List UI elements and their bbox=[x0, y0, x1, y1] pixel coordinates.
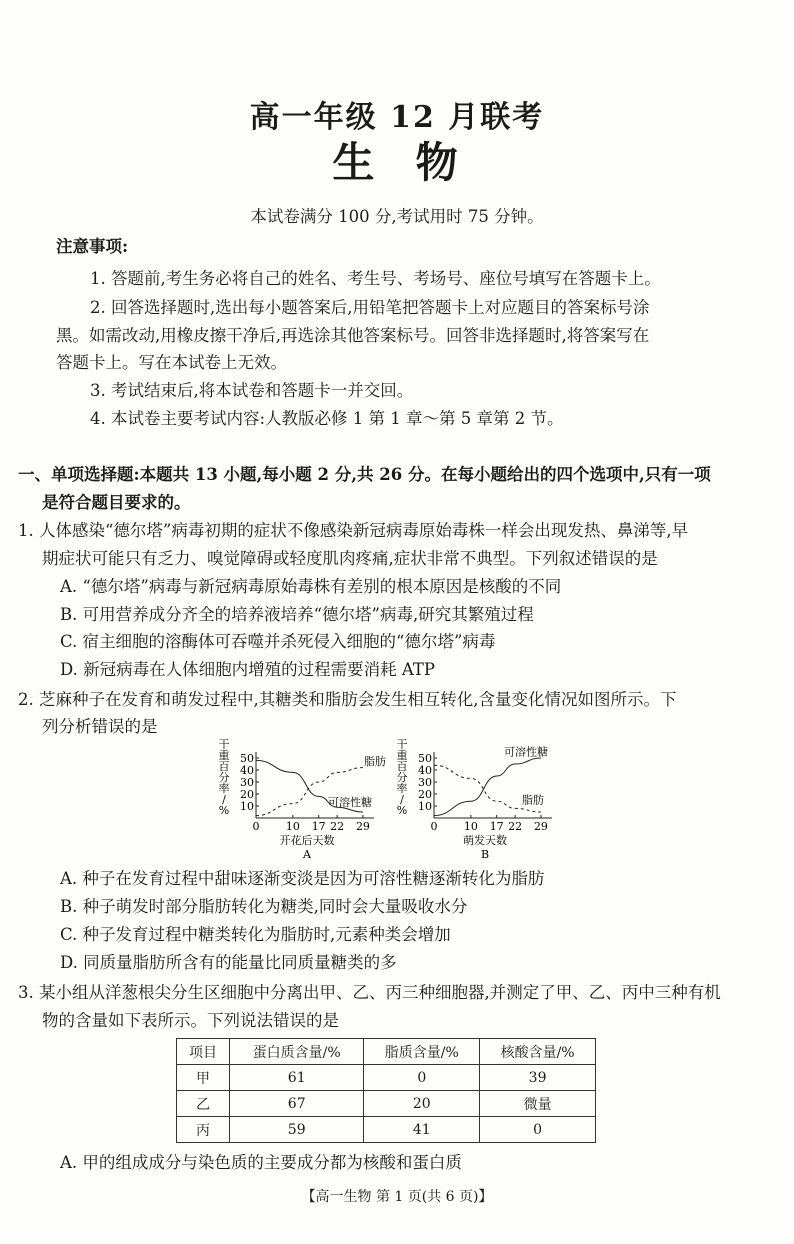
table-cell: 61 bbox=[230, 1065, 364, 1091]
table-row bbox=[177, 1065, 596, 1091]
table-cell: 微量 bbox=[480, 1091, 596, 1117]
page-footer: 【高一生物 第 1 页(共 6 页)】 bbox=[301, 1189, 493, 1205]
table-header-row bbox=[177, 1039, 596, 1065]
q3-stem-cont: 物的含量如下表所示。下列说法错误的是 bbox=[42, 1011, 339, 1030]
y-tick-label: 10 bbox=[240, 800, 254, 813]
q1-option-d: D. 新冠病毒在人体细胞内增殖的过程需要消耗 ATP bbox=[60, 660, 435, 679]
exam-info: 本试卷满分 100 分,考试用时 75 分钟。 bbox=[250, 207, 544, 226]
q2-figure bbox=[210, 738, 570, 860]
section-heading: 一、单项选择题:本题共 13 小题,每小题 2 分,共 26 分。在每小题给出的四个选项中,只有一项 bbox=[18, 465, 711, 484]
q1-option-a: A. “德尔塔”病毒与新冠病毒原始毒株有差别的根本原因是核酸的不同 bbox=[60, 577, 562, 596]
chart-label: A bbox=[303, 848, 311, 860]
x-axis-label: 萌发天数 bbox=[463, 834, 507, 847]
exam-title: 高一年级 12 月联考 bbox=[249, 100, 545, 135]
notes-heading: 注意事项: bbox=[56, 237, 129, 256]
table-cell: 39 bbox=[480, 1065, 596, 1091]
note-line: 2. 回答选择题时,选出每小题答案后,用铅笔把答题卡上对应题目的答案标号涂 bbox=[90, 298, 650, 317]
x-tick-label: 29 bbox=[533, 820, 548, 833]
table-row bbox=[177, 1091, 596, 1117]
note-line: 1. 答题前,考生务必将自己的姓名、考生号、考场号、座位号填写在答题卡上。 bbox=[90, 269, 661, 288]
table-cell: 59 bbox=[230, 1117, 364, 1143]
x-tick-label: 29 bbox=[355, 820, 370, 833]
y-axis-label-char: % bbox=[396, 804, 408, 817]
y-tick-label: 20 bbox=[418, 788, 432, 801]
x-tick-label: 10 bbox=[463, 820, 478, 833]
q2-stem-cont: 列分析错误的是 bbox=[42, 717, 158, 736]
q1-option-c: C. 宿主细胞的溶酶体可吞噬并杀死侵入细胞的“德尔塔”病毒 bbox=[60, 632, 496, 651]
x-tick-label: 22 bbox=[330, 820, 345, 833]
series-label: 脂肪 bbox=[364, 755, 386, 769]
chart-a bbox=[219, 738, 387, 860]
q2-option-a: A. 种子在发育过程中甜味逐渐变淡是因为可溶性糖逐渐转化为脂肪 bbox=[60, 869, 545, 888]
table-cell: 0 bbox=[364, 1065, 480, 1091]
series-label: 可溶性糖 bbox=[328, 796, 372, 809]
y-axis-label-char: 百 bbox=[218, 760, 230, 773]
y-tick-label: 50 bbox=[418, 752, 432, 765]
section-heading-cont: 是符合题目要求的。 bbox=[42, 493, 191, 512]
q1-stem-cont: 期症状可能只有乏力、嗅觉障碍或轻度肌肉疼痛,症状非常不典型。下列叙述错误的是 bbox=[42, 549, 658, 568]
q3-table bbox=[176, 1038, 596, 1143]
note-line: 黑。如需改动,用橡皮擦干净后,再选涂其他答案标号。回答非选择题时,将答案写在 bbox=[56, 326, 650, 345]
table-cell: 乙 bbox=[177, 1091, 230, 1117]
q2-option-d: D. 同质量脂肪所含有的能量比同质量糖类的多 bbox=[60, 953, 397, 972]
series-label: 脂肪 bbox=[522, 793, 544, 807]
y-axis-label-char: 重 bbox=[396, 749, 408, 762]
y-axis-label-char: 分 bbox=[396, 771, 408, 784]
series-label: 可溶性糖 bbox=[504, 745, 548, 759]
x-axis-label: 开花后天数 bbox=[279, 834, 335, 847]
y-tick-label: 50 bbox=[240, 752, 254, 765]
y-tick-label: 20 bbox=[240, 788, 254, 801]
q3-option-a: A. 甲的组成成分与染色质的主要成分都为核酸和蛋白质 bbox=[60, 1153, 462, 1172]
table-cell: 丙 bbox=[177, 1117, 230, 1143]
table-cell: 41 bbox=[364, 1117, 480, 1143]
table-cell: 20 bbox=[364, 1091, 480, 1117]
note-line: 3. 考试结束后,将本试卷和答题卡一并交回。 bbox=[90, 381, 414, 400]
y-axis-label-char: 重 bbox=[218, 749, 230, 762]
table-cell: 67 bbox=[230, 1091, 364, 1117]
y-axis-label-char: / bbox=[400, 793, 404, 806]
note-line: 4. 本试卷主要考试内容:人教版必修 1 第 1 章～第 5 章第 2 节。 bbox=[90, 409, 564, 428]
table-header-cell: 核酸含量/% bbox=[480, 1039, 596, 1065]
table-header-cell: 脂质含量/% bbox=[364, 1039, 480, 1065]
x-tick-label: 10 bbox=[285, 820, 300, 833]
y-axis-label-char: 率 bbox=[396, 782, 408, 795]
y-tick-label: 40 bbox=[240, 764, 254, 777]
q2-option-c: C. 种子发育过程中糖类转化为脂肪时,元素种类会增加 bbox=[60, 925, 451, 944]
y-axis-label-char: 率 bbox=[218, 782, 230, 795]
y-axis-label-char: % bbox=[218, 804, 230, 817]
chart-b bbox=[397, 738, 553, 860]
y-axis-label-char: 干 bbox=[396, 738, 408, 751]
q2-option-b: B. 种子萌发时部分脂肪转化为糖类,同时会大量吸收水分 bbox=[60, 897, 468, 916]
y-axis-label-char: 分 bbox=[218, 771, 230, 784]
x-tick-label: 22 bbox=[508, 820, 523, 833]
subject-title: 生 物 bbox=[332, 138, 462, 187]
x-tick-label: 17 bbox=[489, 820, 504, 833]
y-tick-label: 10 bbox=[418, 800, 432, 813]
y-tick-label: 30 bbox=[240, 776, 254, 789]
y-tick-label: 30 bbox=[418, 776, 432, 789]
y-axis-label-char: 干 bbox=[218, 738, 230, 751]
table-header-cell: 蛋白质含量/% bbox=[230, 1039, 364, 1065]
chart-label: B bbox=[480, 848, 490, 860]
q3-stem: 3. 某小组从洋葱根尖分生区细胞中分离出甲、乙、丙三种细胞器,并测定了甲、乙、丙中三种有机 bbox=[18, 983, 721, 1002]
x-tick-label: 0 bbox=[252, 820, 260, 833]
table-cell: 0 bbox=[480, 1117, 596, 1143]
y-axis-label-char: / bbox=[222, 793, 226, 806]
note-line: 答题卡上。写在本试卷上无效。 bbox=[56, 353, 287, 372]
table-cell: 甲 bbox=[177, 1065, 230, 1091]
y-tick-label: 40 bbox=[418, 764, 432, 777]
q1-stem: 1. 人体感染“德尔塔”病毒初期的症状不像感染新冠病毒原始毒株一样会出现发热、鼻涕等,早 bbox=[18, 521, 689, 540]
y-axis-label-char: 百 bbox=[396, 760, 408, 773]
x-tick-label: 0 bbox=[430, 820, 438, 833]
x-tick-label: 17 bbox=[311, 820, 326, 833]
table-row bbox=[177, 1117, 596, 1143]
q2-stem: 2. 芝麻种子在发育和萌发过程中,其糖类和脂肪会发生相互转化,含量变化情况如图所示。下 bbox=[18, 690, 677, 709]
table-header-cell: 项目 bbox=[177, 1039, 230, 1065]
series-line-solid bbox=[434, 758, 541, 816]
q1-option-b: B. 可用营养成分齐全的培养液培养“德尔塔”病毒,研究其繁殖过程 bbox=[60, 605, 534, 624]
